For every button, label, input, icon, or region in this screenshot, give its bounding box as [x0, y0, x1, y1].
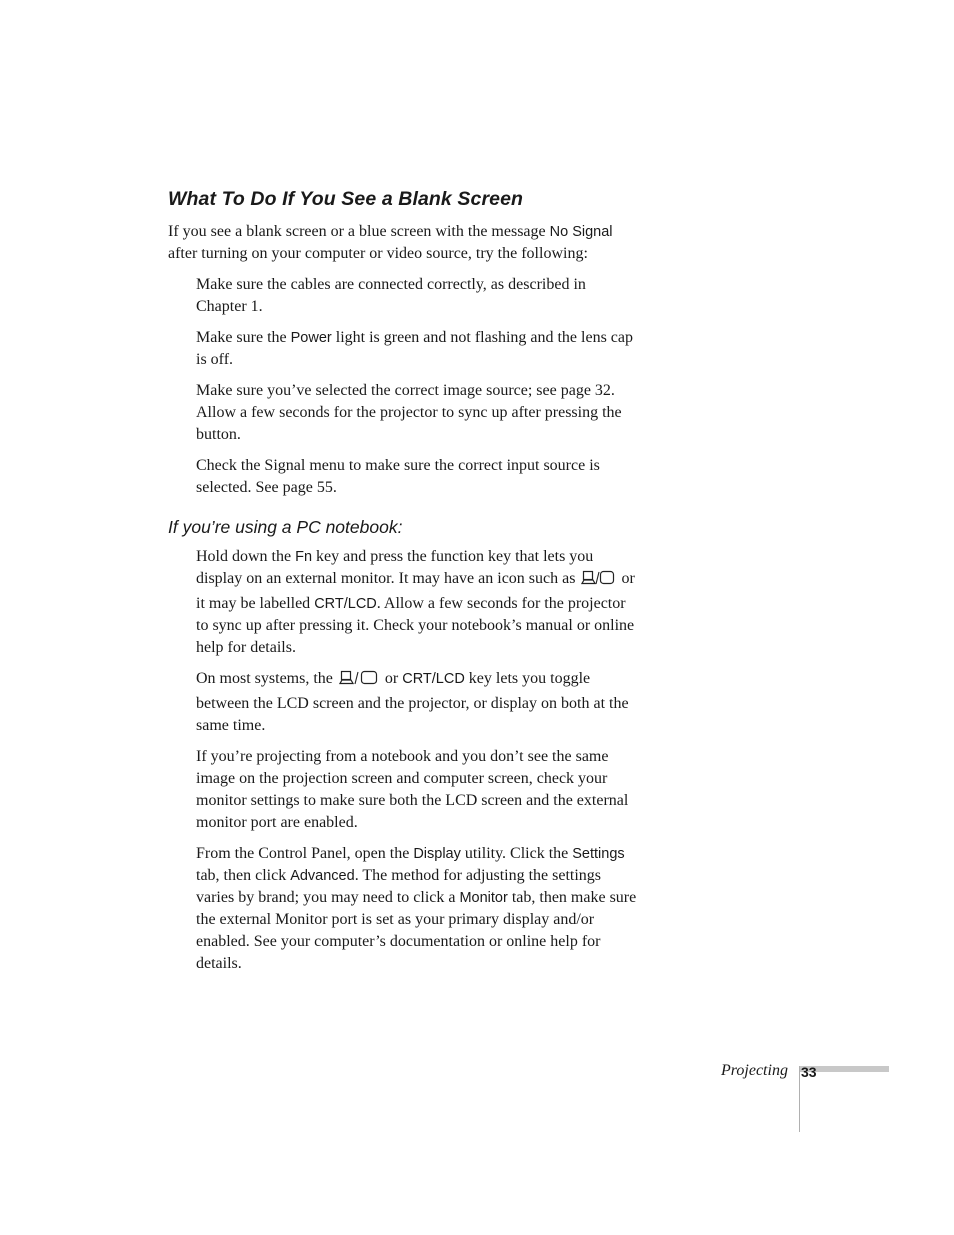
- footer-divider: [799, 1066, 800, 1132]
- content-column: [168, 188, 638, 984]
- monitor-key: Monitor: [459, 890, 508, 906]
- page-number: 33: [801, 1064, 817, 1080]
- check-signal-menu: Check the Signal menu to make sure the correct input source is selected. See page 55.: [196, 457, 600, 496]
- notebook-fn-key: Hold down the Fn key and press the function key that lets you display on an external monitor. It may have an icon such as or it may be labelled CRT/LCD. Allow a few seconds for the projector to sync up after pressing it. Check your notebook’s manual or online help for details.: [196, 548, 635, 656]
- notebook-monitor-settings: If you’re projecting from a notebook and you don’t see the same image on the projection screen and computer screen, check your monitor settings to make sure both the LCD screen and the external monitor port are enabled.: [196, 748, 629, 831]
- notebook-toggle: On most systems, the or CRT/LCD key lets you toggle between the LCD screen and the projector, or display on both at the same time.: [196, 670, 629, 734]
- fn-key: Fn: [295, 549, 313, 565]
- settings-key: Settings: [572, 846, 625, 862]
- laptop-monitor-icon: [581, 570, 615, 593]
- check-source: Make sure you’ve selected the correct image source; see page 32. Allow a few seconds for the projector to sync up after pressing the button.: [196, 382, 622, 443]
- intro-paragraph: If you see a blank screen or a blue screen with the message No Signal after turning on your computer or video source, try the following:: [168, 223, 613, 262]
- no-signal-key: No Signal: [549, 224, 613, 240]
- check-cables: Make sure the cables are connected correctly, as described in Chapter 1.: [196, 276, 586, 315]
- footer-section: Projecting: [721, 1062, 788, 1079]
- section-heading: What To Do If You See a Blank Screen: [168, 188, 524, 210]
- advanced-key: Advanced: [290, 868, 355, 884]
- notebook-control-panel: From the Control Panel, open the Display utility. Click the Settings tab, then click Advanced. The method for adjusting the settings varies by brand; you may need to click a Monitor tab, then make sure the external Monitor port is set as your primary display and/or enabled. See your computer’s documentation or online help for details.: [196, 845, 637, 972]
- laptop-monitor-icon: [339, 670, 379, 693]
- checklist: [196, 274, 638, 499]
- power-key: Power: [290, 330, 332, 346]
- crt-lcd-key: CRT/LCD: [402, 671, 465, 687]
- check-power: Make sure the Power light is green and not flashing and the lens cap is off.: [196, 329, 634, 368]
- display-key: Display: [413, 846, 461, 862]
- crt-lcd-key: CRT/LCD: [314, 596, 377, 612]
- notebook-subheading: If you’re using a PC notebook:: [168, 517, 403, 537]
- notebook-list: [196, 546, 638, 975]
